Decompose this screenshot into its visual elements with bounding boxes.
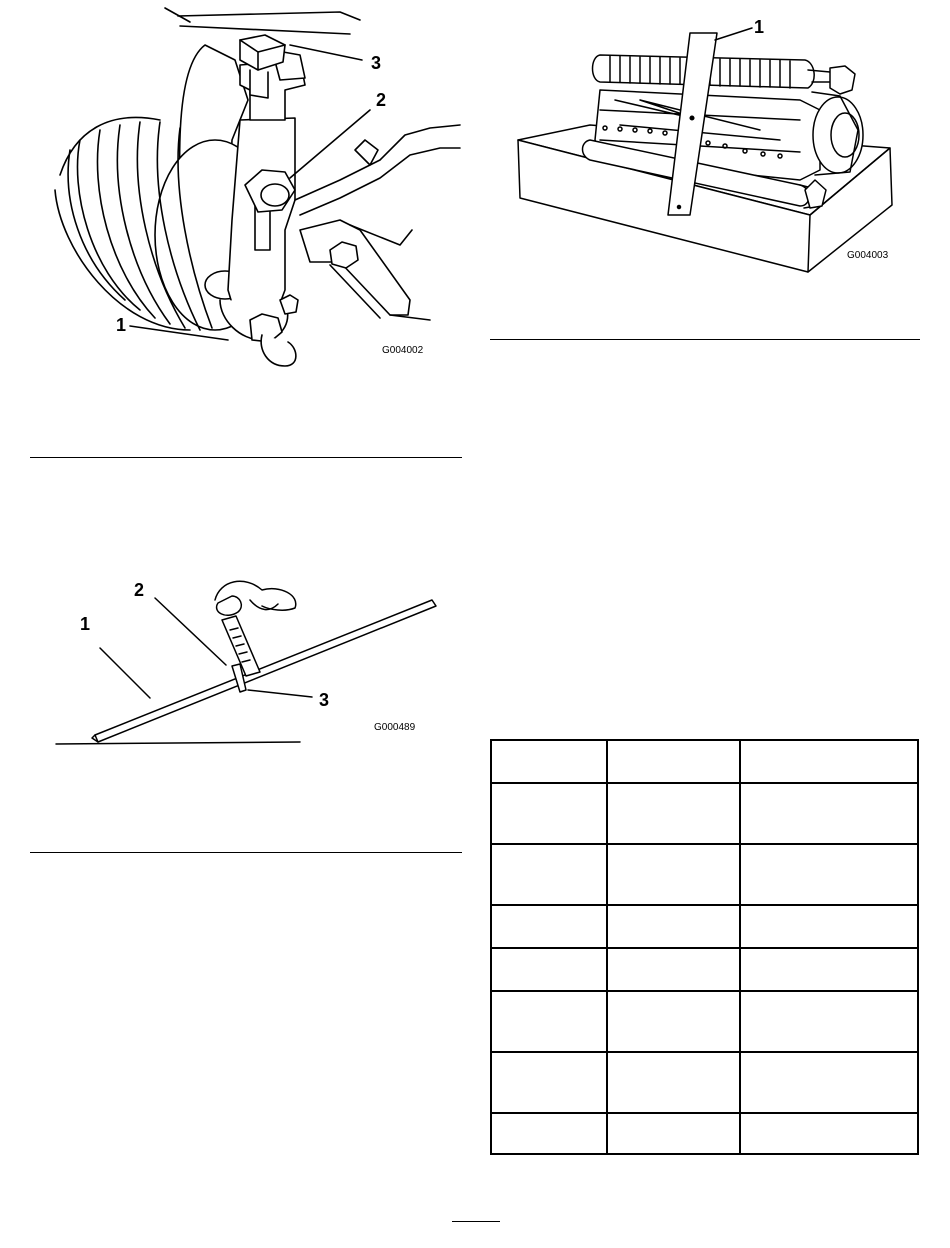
table-cell — [607, 783, 739, 844]
table-row — [491, 991, 918, 1052]
table-cell — [740, 740, 918, 783]
table-cell — [740, 1052, 918, 1113]
table-row — [491, 1052, 918, 1113]
table-cell — [491, 991, 607, 1052]
table-row — [491, 1113, 918, 1154]
table-cell — [740, 1113, 918, 1154]
table-cell — [740, 844, 918, 905]
callout-3: 3 — [319, 690, 330, 710]
callout-2: 2 — [376, 90, 387, 110]
table-cell — [740, 905, 918, 948]
figure-code: G004003 — [847, 250, 889, 261]
table-cell — [491, 948, 607, 991]
cutting-unit-illustration — [480, 0, 930, 290]
table-cell — [607, 740, 739, 783]
table-row — [491, 740, 918, 783]
page-number-rule — [452, 1221, 500, 1222]
divider — [490, 339, 920, 340]
table-cell — [607, 991, 739, 1052]
table-cell — [491, 1113, 607, 1154]
table-cell — [491, 1052, 607, 1113]
table-cell — [607, 905, 739, 948]
table-row — [491, 905, 918, 948]
table-cell — [740, 948, 918, 991]
table-cell — [491, 783, 607, 844]
roller-adjustment-illustration — [0, 0, 470, 380]
table-cell — [491, 844, 607, 905]
callout-1: 1 — [80, 614, 91, 634]
figure-code: G000489 — [374, 722, 416, 733]
callout-1: 1 — [116, 315, 127, 335]
table-cell — [607, 948, 739, 991]
callout-1: 1 — [754, 17, 765, 37]
table-row — [491, 783, 918, 844]
divider — [30, 457, 462, 458]
table-cell — [607, 1113, 739, 1154]
specification-table — [490, 739, 919, 1155]
table-cell — [740, 783, 918, 844]
table-row — [491, 844, 918, 905]
figure-code: G004002 — [382, 345, 424, 356]
divider — [30, 852, 462, 853]
table-cell — [607, 1052, 739, 1113]
callout-2: 2 — [134, 580, 145, 600]
table-row — [491, 948, 918, 991]
table-cell — [607, 844, 739, 905]
table-cell — [491, 905, 607, 948]
table-cell — [740, 991, 918, 1052]
table-cell — [491, 740, 607, 783]
callout-3: 3 — [371, 53, 382, 73]
